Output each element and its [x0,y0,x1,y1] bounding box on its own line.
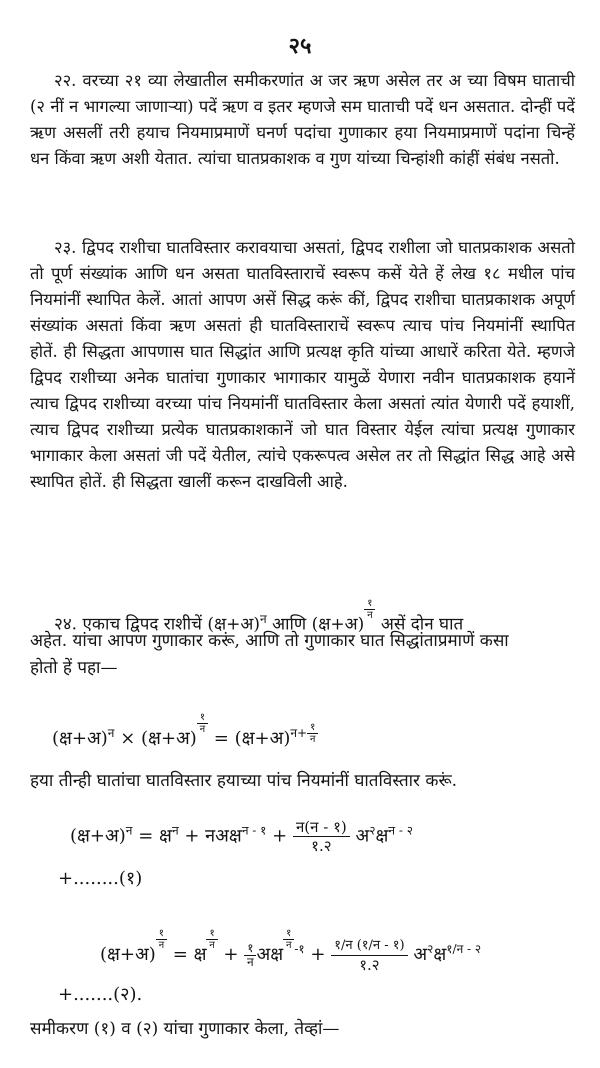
term: क्ष [159,825,172,847]
term: नअक्ष [205,825,242,847]
exponent-denominator: न [367,610,373,621]
equals-sign: = [172,944,188,965]
equation-expansion-1 [70,818,413,855]
conjunction: आणि [272,614,307,635]
paragraph-23-text: २३. द्विपद राशीचा घातविस्तार करावयाचा असतां, द्विपद राशीला जो घातप्रकाशक असतो तो पूर्ण संख्यांक आणि धन असता घातविस्ताराचें स्वरूप कसें येते हें लेख १८ मधील पांच नियमांनीं स्थापित केलें. आतां आपण असें सिद्ध करूं कीं, द्विपद राशीचा घातप्रकाशक अपूर्ण संख्यांक असतां किंवा ऋण असतां ही घातविस्ताराचें स्वरूप त्याच पांच नियमांनीं स्थापित होतें. ही सिद्धता आपणास घात सिद्धांत आणि प्रत्यक्ष कृति यांच्या आधारें करिता येते. म्हणजे द्विपद राशीच्या अनेक घातांचा गुणाकार भागाकार यामुळें येणारा नवीन घातप्रकाशक हयानें त्याच द्विपद राशीच्या वरच्या पांच नियमांनीं घातविस्तार केला असतां त्यांत येणारी पदें हयाशीं, त्याच द्विपद राशीच्या प्रत्येक घातप्रकाशकानें जो घात विस्तार येईल त्यांचा प्रत्यक्ष गुणाकार भागाकार केला असतां जी पदें येतील, त्यांचे एकरूपत्व असेल तर तो सिद्धांत सिद्ध आहे असे स्थापित होतें. ही सिद्धता खालीं करून दाखविली आहे. [30,238,575,491]
times-sign: × [120,728,136,749]
exponent: न - २ [388,823,413,838]
binomial-expression: (क्ष+अ) [141,728,197,749]
exponent-numerator: १ [364,598,375,610]
exponent: न [260,612,267,626]
binomial-expression: (क्ष+अ) [311,614,365,635]
fraction-denominator: १.२ [311,837,332,855]
exponent: न [171,823,179,838]
term: अ [355,825,370,847]
exponent: न - १ [241,823,267,838]
exponent-numerator: १ [197,712,208,724]
equation-2-continuation: +.......(२). [58,984,143,1005]
exponent: २ [369,823,376,838]
exponent: न [125,823,133,838]
exponent-denominator: न [209,940,215,951]
paragraph-24-intro: २४. एकाच द्विपद राशीचें [54,614,202,635]
paragraph-23 [30,235,575,495]
binomial-expression: (क्ष+अ) [70,825,126,847]
fraction-denominator: न [247,954,254,969]
exponent: न [107,726,115,740]
final-line: समीकरण (१) व (२) यांचा गुणाकार केला, तेव्हां— [30,1019,340,1039]
exponent: १/न - २ [446,942,482,956]
plus-sign: + [310,944,326,965]
exponent-denominator: न [285,940,292,951]
paragraph-22 [30,68,575,172]
paragraph-24-line-3: होतो हें पहा— [30,658,118,678]
coefficient-fraction [244,942,256,969]
fraction-numerator: १ [244,942,256,956]
binomial-expression: (क्ष+अ) [52,728,108,749]
plus-sign: + [272,825,288,847]
term: क्ष [193,944,207,965]
fraction-numerator: १/न (१/न - १) [331,937,407,956]
plus-sign: + [223,944,239,965]
equation-expansion-2 [100,928,481,974]
exponent-numerator: १ [206,928,217,940]
paragraph-24-line-2: अहेत. यांचा आपण गुणाकार करूं, आणि तो गुणाकार घात सिद्धांताप्रमाणें कसा [30,631,509,651]
equals-sign: = [138,825,154,847]
term: अ [413,944,428,965]
exponent-numerator: १ [156,928,167,940]
exponent-denominator: न [309,734,316,745]
exponent-denominator: न [158,940,165,951]
equals-sign: = [213,728,229,749]
paragraph-22-text: २२. वरच्या २१ व्या लेखातील समीकरणांत अ जर ऋण असेल तर अ च्या विषम घाताची (२ नीं न भागल्या जाणाऱ्या) पदें ऋण व इतर म्हणजे सम घाताची पदें धन असतात. दोन्हीं पदें ऋण असलीं तरी हयाच नियमाप्रमाणें घनर्ण पदांचा गुणाकार हया नियमाप्रमाणें पदांना चिन्हें धन किंवा ऋण अशी येतात. त्यांचा घातप्रकाशक व गुण यांच्या चिन्हांशी कांहीं संबंध नसतो. [30,71,575,168]
binomial-expression: (क्ष+अ) [207,614,261,635]
fraction [293,818,350,855]
exponent-denominator: न [199,724,206,735]
equation-1-continuation: +........(१) [58,868,143,889]
exponent-numerator: १ [283,928,294,940]
page-number: २५ [288,33,312,59]
paragraph-24-tail: असें दोन घात [380,614,464,635]
plus-sign: + [184,825,200,847]
equation-product [52,712,318,750]
binomial-expression: (क्ष+अ) [100,944,156,965]
exponent-numerator: १ [307,722,318,734]
exponent: २ [427,942,434,956]
exponent: -१ [294,942,305,956]
term: क्ष [433,944,447,965]
binomial-expression: (क्ष+अ) [234,728,291,749]
term: क्ष [375,825,389,847]
fraction [331,937,407,974]
exponent: न+ [290,726,308,740]
fraction-numerator: न(न - १) [293,818,350,837]
term: अक्ष [256,944,284,965]
fraction-denominator: १.२ [359,955,380,974]
expansion-intro-line: हया तीन्ही घातांचा घातविस्तार हयाच्या पांच नियमांनीं घातविस्तार करूं. [30,771,458,791]
